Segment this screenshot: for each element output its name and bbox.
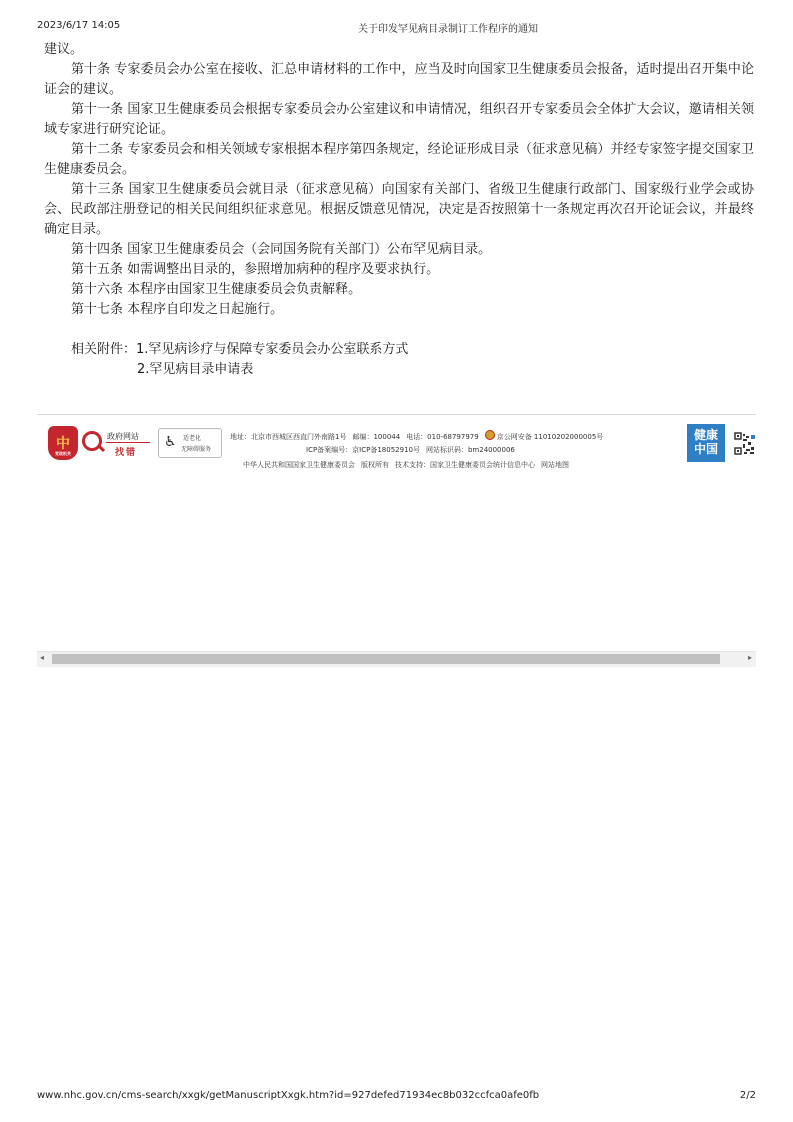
qr-code-icon (734, 424, 756, 464)
paragraph: 第十六条 本程序由国家卫生健康委员会负责解释。 (71, 282, 362, 297)
gov-site-label: 政府网站 (107, 432, 139, 441)
gov-site-error-report[interactable] (82, 427, 152, 459)
paragraph: 第十四条 国家卫生健康委员会（会同国务院有关部门）公布罕见病目录。 (71, 242, 492, 257)
police-record[interactable]: 京公网安备 11010202000005号 (485, 433, 610, 441)
find-error-label: 找错 (115, 448, 138, 458)
paragraph: 第十五条 如需调整出目录的，参照增加病种的程序及要求执行。 (71, 262, 440, 277)
print-title: 关于印发罕见病目录制订工作程序的通知 (358, 24, 538, 35)
icp-link[interactable]: ICP备案编号：京ICP备18052910号 (306, 446, 420, 454)
attachment-link[interactable]: 1.罕见病诊疗与保障专家委员会办公室联系方式 (136, 342, 409, 357)
a11y-label-1: 适老化 (183, 435, 202, 442)
attachment-row (44, 340, 754, 360)
scroll-right-icon[interactable]: ▸ (747, 653, 752, 662)
paragraph: 第十条 专家委员会办公室在接收、汇总申请材料的工作中，应当及时向国家卫生健康委员会报备，适时提出召开集中论证会的建议。 (44, 62, 754, 97)
footer-info-row-3: 中华人民共和国国家卫生健康委员会 版权所有 技术支持：国家卫生健康委员会统计信息中心 网站地图 (243, 461, 569, 469)
scroll-left-icon[interactable]: ◂ (40, 653, 45, 662)
article-body (44, 40, 754, 380)
footer-info-row-2: ICP备案编号：京ICP备18052910号 网站标识码：bm24000006 (306, 446, 515, 454)
horizontal-scrollbar[interactable] (37, 651, 756, 667)
paragraph: 第十一条 国家卫生健康委员会根据专家委员会办公室建议和申请情况，组织召开专家委员会全体扩大会议，邀请相关领域专家进行研究论证。 (44, 102, 754, 137)
sitemap-link[interactable]: 网站地图 (541, 461, 569, 469)
accessibility-service-button[interactable] (158, 428, 222, 458)
print-date: 2023/6/17 14:05 (37, 20, 121, 31)
attachment-row (44, 360, 754, 380)
attachment-label: 相关附件： (71, 342, 137, 357)
magnifier-icon (82, 431, 102, 451)
print-url: www.nhc.gov.cn/cms-search/xxgk/getManuscriptXxgk.htm?id=927defed71934ec8b032ccfca0afe0fb (37, 1090, 540, 1101)
paragraph: 第十二条 专家委员会和相关领域专家根据本程序第四条规定，经论证形成目录（征求意见稿）并经专家签字提交国家卫生健康委员会。 (44, 142, 754, 177)
wheelchair-icon: ♿ (164, 434, 177, 450)
paragraph: 第十三条 国家卫生健康委员会就目录（征求意见稿）向国家有关部门、省级卫生健康行政部门、国家级行业学会或协会、民政部注册登记的相关民间组织征求意见。根据反馈意见情况，决定是否按照第十一条规定再次召开论证会议，并最终确定目录。 (44, 182, 754, 237)
police-badge-icon (485, 430, 495, 440)
footer-divider (37, 414, 756, 415)
paragraph: 建议。 (44, 42, 84, 57)
paragraph: 第十七条 本程序自印发之日起施行。 (71, 302, 284, 317)
healthy-china-badge[interactable]: 健康 中国 (687, 424, 725, 462)
footer-info-row-1: 地址：北京市西城区西直门外南路1号 邮编：100044 电话：010-68797979 京公网安备 11010202000005号 (230, 430, 615, 442)
a11y-label-2: 无障碍服务 (181, 446, 212, 453)
page-number: 2/2 (739, 1090, 756, 1101)
site-footer (44, 422, 756, 472)
attachment-link[interactable]: 2.罕见病目录申请表 (137, 362, 254, 377)
party-gov-emblem-icon[interactable]: 中 党政机关 (48, 426, 78, 460)
scrollbar-thumb[interactable] (52, 654, 720, 664)
